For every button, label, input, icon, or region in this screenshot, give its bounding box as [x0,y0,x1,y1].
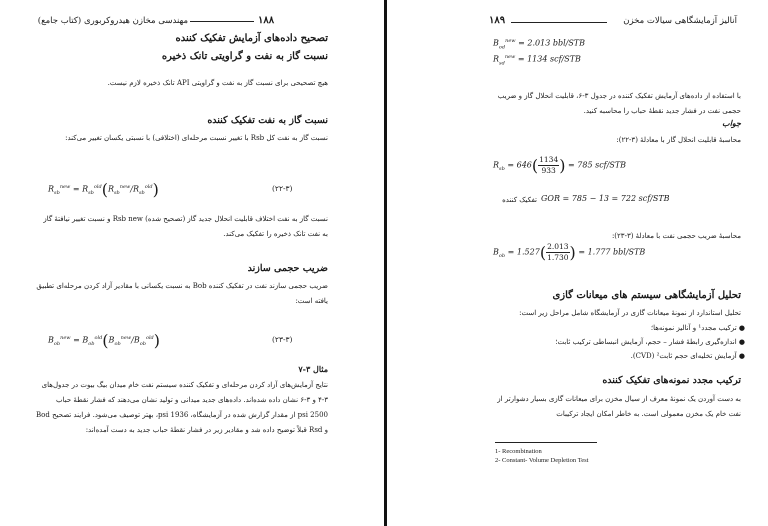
paragraph: نتایج آزمایش‌های آزاد کردن مرحله‌ای و تفکیک کننده سیستم نفت خام میدان بیگ بیوت در جدول‌های ۳-۴ و ۳-۶ نشان داده شده‌اند. داده‌های جدید میدانی و تولید نشان می‌دهند که فشار نقطهٔ حباب 2500 psi از مقدار گزارش شده در آزمایشگاه، 1936 psi، بهتر توصیف می‌شود. فرایند تصحیح Bod و Rsd قبلاً توضیح داده شد و مقادیر زیر در فشار نقطهٔ حباب جدید به دست آمده‌اند: [36,381,328,434]
header-rule [511,22,607,23]
paragraph: نسبت گاز به نفت کل Rsb با تغییر نسبت مرحله‌ای (اختلافی) با نسبتی یکسان تغییر می‌کند: [65,134,328,142]
given-bod: $B_{od}^{new} = 2.013$ bbl/STB [493,38,586,51]
paragraph: تحلیل استاندارد از نمونهٔ میعانات گازی در آزمایشگاه شامل مراحل زیر است: [519,309,741,317]
header-rule [190,21,254,22]
bullet-list [493,321,745,363]
page-number: ۱۸۹ [489,15,506,26]
answer-label: جواب [722,118,741,128]
paragraph: با استفاده از داده‌های آزمایش تفکیک کننده در جدول ۳-۶، قابلیت انحلال گاز و ضریب حجمی نفت در فشار جدید نقطهٔ حباب را محاسبه کنید. [497,92,741,115]
subsection-title: ضریب حجمی سازند [247,263,328,274]
running-header: آنالیز آزمایشگاهی سیالات مخزن [623,16,737,26]
footnote-rule [495,442,597,443]
equation-rsb: $R_{sb} = 646$( $\frac{1134}{933}$ ) = 785 scf/STB [493,155,627,175]
paragraph: ضریب حجمی سازند نفت در تفکیک کننده Bob به نسبت یکسانی با مقادیر آزاد کردن مرحله‌ای تطبیق یافته است: [36,282,328,305]
footnote: 2- Constant- Volume Depletion Test [495,457,589,464]
subsection-title: نسبت گاز به نفت تفکیک کننده [207,115,328,126]
equation-bob: $B_{ob} = 1.527$( $\frac{2.013}{1.730}$ ) = 1.777 bbl/STB [493,242,646,262]
footnote: 1- Recombination [495,448,542,455]
given-rsd: $R_{sd}^{new} = 1134$ scf/STB [493,54,581,67]
paragraph: هیچ تصحیحی برای نسبت گاز به نفت و گراویتی API تانک ذخیره لازم نیست. [107,79,328,87]
page-number: ۱۸۸ [258,15,275,26]
paragraph: به دست آوردن یک نمونهٔ معرف از سیال مخزن برای میعانات گازی بسیار دشوارتر از نفت خام یک مخزن معمولی است. به خاطر امکان ایجاد ترکیبات [497,395,741,418]
equation-23-3: $B_{ob}^{new} = B_{ob}^{old}(B_{ob}^{new}/B_{ob}^{old})$ [48,331,160,350]
paragraph: محاسبهٔ قابلیت انحلال گاز با معادلهٔ (۳-۲۲): [616,136,741,144]
running-header: مهندسی مخازن هیدروکربوری (کتاب جامع) [37,16,188,26]
equation-22-3: $R_{sb}^{new} = R_{sb}^{old}(R_{sb}^{new}/R_{sb}^{old})$ [48,180,159,199]
book-spine [384,0,387,526]
example-label: مثال ۳-۷ [298,364,328,374]
list-item: ● ترکیب مجدد¹ و آنالیز نمونه‌ها؛ [650,324,745,332]
gor-label: تفکیک کننده [502,196,537,204]
equation-gor: GOR = 785 − 13 = 722 scf/STB [541,194,670,203]
subsection-title: نسبت گاز به نفت و گراویتی تانک ذخیره [161,51,328,62]
equation-number: (۲۲-۳) [272,184,293,193]
equation-number: (۲۳-۳) [272,335,293,344]
section-title: تصحیح داده‌های آزمایش تفکیک کننده [175,33,328,44]
subsection-title: ترکیب مجدد نمونه‌های تفکیک کننده [602,375,741,386]
paragraph: محاسبهٔ ضریب حجمی نفت با معادلهٔ (۳-۲۳): [611,232,741,240]
section-title: تحلیل آزمایشگاهی سیستم های میعانات گازی [552,290,741,301]
list-item: ● آزمایش تخلیه‌ای حجم ثابت² (CVD). [630,352,745,360]
list-item: ● اندازه‌گیری رابطهٔ فشار – حجم، آزمایش انبساطی ترکیب ثابت؛ [555,338,745,346]
paragraph: نسبت گاز به نفت اختلاف قابلیت انحلال جدید گاز (تصحیح شده) Rsb new و نسبت تغییر نیافتهٔ گاز به نفت تانک ذخیره را تفکیک می‌کند. [43,215,328,238]
right-page [389,0,768,526]
